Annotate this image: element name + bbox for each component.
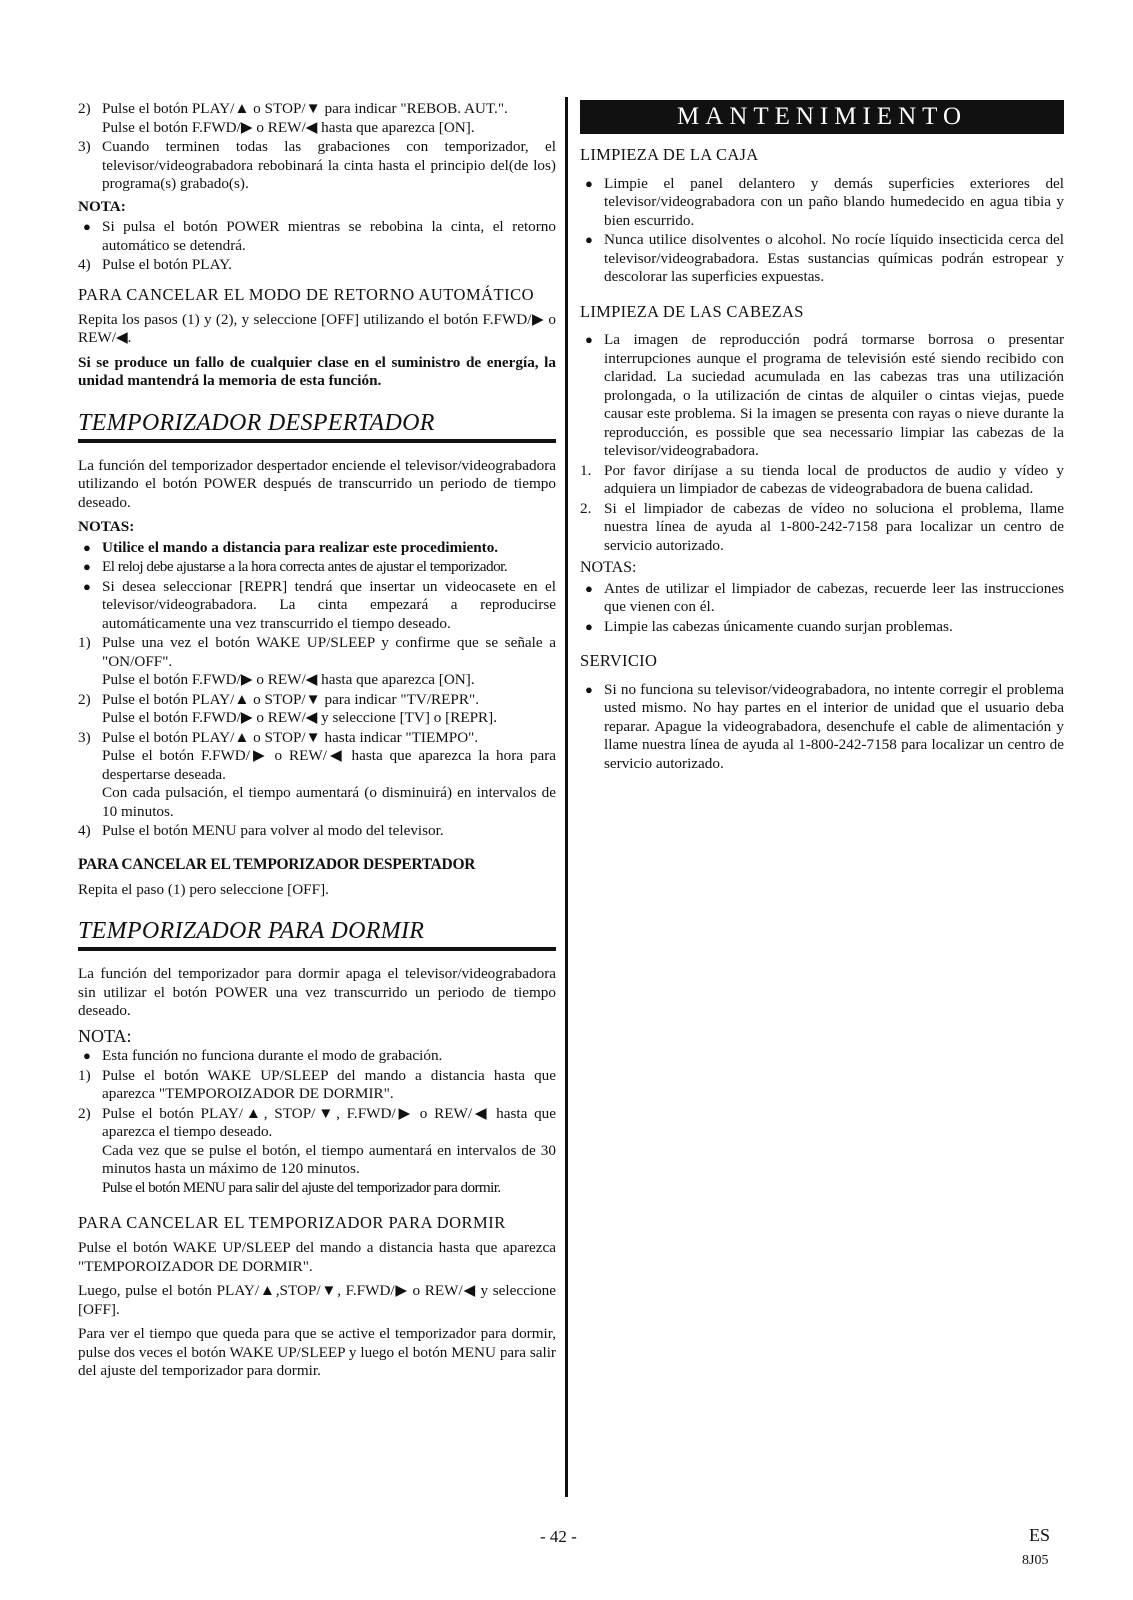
list-number: 1. bbox=[580, 461, 592, 479]
list-number: 1) bbox=[78, 634, 91, 651]
bullet-item: ● Utilice el mando a distancia para realizar este procedimiento. bbox=[78, 539, 556, 558]
list-text: Pulse el botón PLAY/▲ o STOP/▼ hasta indicar "TIEMPO". bbox=[102, 728, 479, 746]
bullet-item: ● Si desea seleccionar [REPR] tendrá que insertar un videocasete en el televisor/videograbadora. La cinta empezará a reproducirse automáticamente una vez transcurrido el tiempo deseado. bbox=[78, 578, 556, 634]
list-text: Pulse una vez el botón WAKE UP/SLEEP y confirme que se señale a "ON/OFF". bbox=[102, 634, 556, 670]
paragraph: Repita el paso (1) pero seleccione [OFF]. bbox=[78, 880, 329, 898]
list-item bbox=[78, 822, 556, 841]
paragraph: La función del temporizador para dormir apaga el televisor/videograbadora sin utilizar el botón POWER una vez transcurrido un periodo de tiempo deseado. bbox=[78, 965, 556, 1019]
bullet-item: ● El reloj debe ajustarse a la hora correcta antes de ajustar el temporizador. bbox=[78, 558, 556, 577]
list-text: Por favor diríjase a su tienda local de productos de audio y vídeo y adquiera un limpiador de cabezas de videograbadora de buena calidad. bbox=[604, 461, 1064, 497]
notes-heading: NOTAS: bbox=[78, 518, 135, 535]
list-text: Cuando terminen todas las grabaciones con temporizador, el televisor/videograbadora rebobinará la cinta hasta el principio del(de los) programa(s) grabado(s). bbox=[102, 138, 556, 192]
subheading: PARA CANCELAR EL TEMPORIZADOR PARA DORMIR bbox=[78, 1213, 506, 1232]
list-text: Pulse el botón F.FWD/▶ o REW/◀ hasta que aparezca [ON]. bbox=[102, 671, 475, 688]
list-text: Pulse el botón F.FWD/▶ o REW/◀ hasta que aparezca [ON]. bbox=[102, 118, 475, 136]
left-column bbox=[78, 100, 556, 1387]
list-text: Pulse el botón F.FWD/▶ o REW/◀ hasta que aparezca la hora para despertarse deseada. bbox=[102, 747, 556, 783]
list-number: 2) bbox=[78, 1104, 91, 1122]
paragraph: Luego, pulse el botón PLAY/▲,STOP/▼, F.FWD/▶ o REW/◀ y seleccione [OFF]. bbox=[78, 1282, 556, 1318]
list-item bbox=[78, 256, 556, 275]
list-item bbox=[580, 462, 1064, 499]
note-heading: NOTA: bbox=[78, 197, 126, 215]
language-code: ES bbox=[1029, 1525, 1051, 1545]
list-number: 1) bbox=[78, 1066, 91, 1084]
page-number: - 42 - bbox=[540, 1527, 577, 1546]
list-number: 3) bbox=[78, 728, 91, 746]
bullet-item: ● Limpie las cabezas únicamente cuando surjan problemas. bbox=[580, 618, 1064, 637]
paragraph: La función del temporizador despertador enciende el televisor/videograbadora utilizando el botón POWER después de transcurrido un periodo de tiempo deseado. bbox=[78, 456, 556, 511]
list-text: Pulse el botón F.FWD/▶ o REW/◀ y seleccione [TV] o [REPR]. bbox=[102, 709, 498, 726]
maintenance-banner: MANTENIMIENTO bbox=[580, 100, 1064, 134]
list-item bbox=[78, 138, 556, 194]
list-number: 4) bbox=[78, 822, 91, 839]
note-heading: NOTA: bbox=[78, 1025, 132, 1046]
bullet-item: ● Antes de utilizar el limpiador de cabezas, recuerde leer las instrucciones que vienen con él. bbox=[580, 580, 1064, 617]
bullet-item: ● Si no funciona su televisor/videograbadora, no intente corregir el problema usted mismo. No hay partes en el interior de unidad que el usuario deba reparar. Apague la videograbadora, desenchufe el cable de alimentación y llame nuestra línea de ayuda al 1-800-242-7158 para localizar un centro de servicio autorizado. bbox=[580, 681, 1064, 774]
list-item bbox=[580, 500, 1064, 556]
subheading: PARA CANCELAR EL MODO DE RETORNO AUTOMÁTICO bbox=[78, 284, 535, 304]
subheading: SERVICIO bbox=[580, 651, 658, 670]
list-number: 2) bbox=[78, 690, 91, 708]
bullet-item: ● Limpie el panel delantero y demás superficies exteriores del televisor/videograbadora con un paño blando humedecido en agua tibia y bien escurrido. bbox=[580, 175, 1064, 231]
list-text: Pulse el botón PLAY/▲, STOP/▼, F.FWD/▶ o REW/◀ hasta que aparezca el tiempo deseado. bbox=[102, 1104, 556, 1140]
list-item bbox=[78, 729, 556, 822]
list-item bbox=[78, 1105, 556, 1198]
paragraph: Repita los pasos (1) y (2), y seleccione [OFF] utilizando el botón F.FWD/▶ o REW/◀. bbox=[78, 310, 556, 346]
list-number: 4) bbox=[78, 256, 91, 273]
paragraph: Pulse el botón WAKE UP/SLEEP del mando a distancia hasta que aparezca "TEMPOROIZADOR DE DORMIR". bbox=[78, 1239, 556, 1275]
list-text: Pulse el botón WAKE UP/SLEEP del mando a distancia hasta que aparezca "TEMPOROIZADOR DE DORMIR". bbox=[102, 1066, 556, 1102]
list-number: 2. bbox=[580, 499, 592, 517]
list-item bbox=[78, 691, 556, 728]
subheading: PARA CANCELAR EL TEMPORIZADOR DESPERTADOR bbox=[78, 855, 476, 873]
list-item bbox=[78, 100, 556, 137]
model-code: 8J05 bbox=[1022, 1553, 1049, 1568]
section-heading: TEMPORIZADOR DESPERTADOR bbox=[78, 409, 556, 443]
list-text: Con cada pulsación, el tiempo aumentará (o disminuirá) en intervalos de 10 minutos. bbox=[102, 784, 556, 820]
list-text: Pulse el botón PLAY. bbox=[102, 256, 232, 273]
paragraph: Para ver el tiempo que queda para que se active el temporizador para dormir, pulse dos veces el botón WAKE UP/SLEEP y luego el botón MENU para salir del ajuste del temporizador para dormir. bbox=[78, 1325, 556, 1379]
list-item bbox=[78, 634, 556, 690]
column-divider bbox=[565, 97, 568, 1497]
subheading: LIMPIEZA DE LAS CABEZAS bbox=[580, 301, 804, 321]
list-text: Pulse el botón MENU para salir del ajuste del temporizador para dormir. bbox=[102, 1178, 501, 1196]
list-number: 2) bbox=[78, 100, 91, 117]
list-text: Pulse el botón MENU para volver al modo del televisor. bbox=[102, 822, 444, 839]
section-heading: TEMPORIZADOR PARA DORMIR bbox=[78, 917, 556, 951]
list-text: Cada vez que se pulse el botón, el tiempo aumentará en intervalos de 30 minutos hasta un máximo de 120 minutos. bbox=[102, 1141, 556, 1177]
list-item bbox=[78, 1067, 556, 1104]
paragraph-bold: Si se produce un fallo de cualquier clase en el suministro de energía, la unidad mantendrá la memoria de esta función. bbox=[78, 353, 556, 389]
bullet-item: ● Nunca utilice disolventes o alcohol. No rocíe líquido insecticida cerca del televisor/videograbadora. Estas sustancias químicas podrán estropear y descolorar las superficies expuestas. bbox=[580, 231, 1064, 287]
list-text: Si el limpiador de cabezas de vídeo no soluciona el problema, llame nuestra línea de ayuda al 1-800-242-7158 para localizar un centro de servicio autorizado. bbox=[604, 499, 1064, 554]
notes-heading: NOTAS: bbox=[580, 559, 637, 576]
subheading: LIMPIEZA DE LA CAJA bbox=[580, 145, 759, 164]
right-column bbox=[580, 100, 1064, 774]
bullet-item: ● La imagen de reproducción podrá tormarse borrosa o presentar interrupciones aunque el programa de televisión esté siendo recibido con claridad. La suciedad acumulada en las cabezas tras una utilización prolongada, o la utilización de cintas de alquiler o cintas viejas, puede causar este problema. Si la imagen se presenta con rayas o nieve durante la reproducción, es possible que sea necessario limpiar las cabezas de la televisor/videograbadora. bbox=[580, 331, 1064, 461]
list-text: Pulse el botón PLAY/▲ o STOP/▼ para indicar "REBOB. AUT.". bbox=[102, 100, 508, 117]
bullet-item: ● Si pulsa el botón POWER mientras se rebobina la cinta, el retorno automático se detendrá. bbox=[78, 218, 556, 255]
bullet-item: ● Esta función no funciona durante el modo de grabación. bbox=[78, 1047, 556, 1066]
list-text: Pulse el botón PLAY/▲ o STOP/▼ para indicar "TV/REPR". bbox=[102, 690, 480, 708]
list-number: 3) bbox=[78, 138, 91, 155]
